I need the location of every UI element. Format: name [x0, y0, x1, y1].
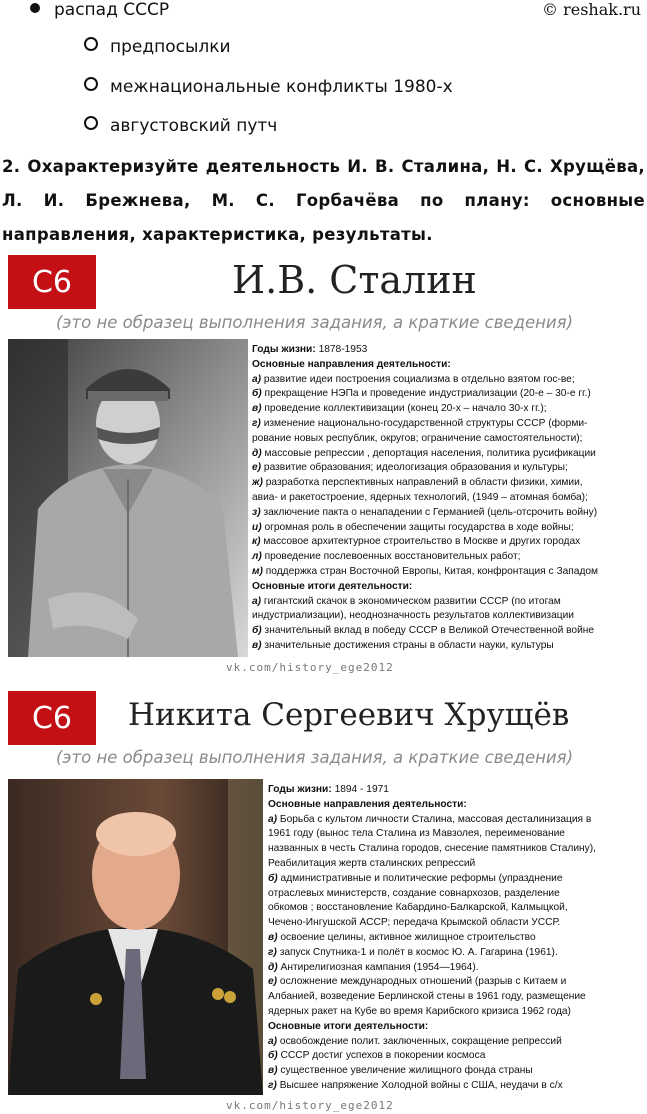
bullet-circle-icon [84, 77, 98, 91]
item-marker: г) [268, 1079, 277, 1091]
info-line [268, 946, 644, 961]
years-label: Годы жизни: [252, 344, 316, 355]
bullet-main [30, 0, 169, 20]
item-text: гигантский скачок в экономическом развитии СССР (по итогам [263, 595, 561, 607]
info-line [268, 961, 644, 976]
item-marker: е) [268, 976, 278, 988]
info-line [268, 1005, 644, 1020]
bullet-circle-icon [84, 116, 98, 130]
item-marker: а) [252, 595, 262, 607]
info-line [268, 827, 644, 842]
years-row [252, 343, 644, 358]
item-text: 1961 году (вынос тела Сталина из Мавзолея, переименование [268, 828, 565, 840]
sub-bullet-text: межнациональные конфликты 1980-х [110, 77, 453, 97]
info-line [268, 887, 644, 902]
stalin-title: И.В. Сталин [232, 258, 477, 302]
info-line [268, 842, 644, 857]
info-line [252, 387, 644, 402]
info-line [268, 916, 644, 931]
item-marker: в) [252, 403, 262, 415]
item-text: огромная роль в обеспечении защиты государства в ходе войны; [264, 521, 574, 533]
info-line [252, 402, 644, 417]
results-title: Основные итоги деятельности: [268, 1020, 429, 1032]
item-text: обкомов ; восстановление Кабардино-Балкарской, Калмыцкой, [268, 902, 568, 914]
info-line [252, 461, 644, 476]
info-line [252, 491, 644, 506]
item-text: Борьба с культом личности Сталина, массовая десталинизация в [279, 813, 592, 825]
khrushchev-info [268, 783, 644, 1094]
item-marker: а) [252, 373, 262, 385]
info-line [252, 521, 644, 536]
results-list [252, 595, 644, 654]
years-label: Годы жизни: [268, 784, 332, 795]
item-text: развитие образования; идеологизация образования и культуры; [263, 462, 568, 474]
results-list [268, 1035, 644, 1094]
sub-bullet-text: предпосылки [110, 37, 231, 57]
sub-bullet-text: августовский путч [110, 116, 278, 136]
item-text: Албанией, возведение Берлинской стены в 1961 году, размещение [268, 991, 586, 1003]
directions-title: Основные направления деятельности: [252, 358, 451, 370]
info-line [252, 565, 644, 580]
sub-bullet [84, 37, 231, 57]
item-marker: в) [268, 1065, 278, 1077]
item-marker: б) [252, 625, 262, 637]
info-line [268, 931, 644, 946]
item-text: существенное увеличение жилищного фонда страны [280, 1065, 533, 1077]
info-line [252, 432, 644, 447]
stalin-portrait-icon [8, 339, 248, 657]
info-line [268, 1079, 644, 1094]
results-title: Основные итоги деятельности: [252, 580, 413, 592]
item-text: значительный вклад в победу СССР в Великой Отечественной войне [264, 625, 595, 637]
disclaimer-note: (это не образец выполнения задания, а краткие сведения) [56, 313, 574, 332]
item-text: проведение коллективизации (конец 20-х – начало 30-х гг.); [264, 403, 547, 415]
item-marker: в) [268, 931, 278, 943]
info-line [252, 476, 644, 491]
directions-list [268, 813, 644, 1020]
item-marker: б) [268, 872, 278, 884]
info-line [252, 447, 644, 462]
item-marker: б) [252, 388, 262, 400]
info-line [268, 857, 644, 872]
item-text: ядерных ракет на Кубе во время Карибского кризиса 1962 года) [268, 1005, 571, 1017]
years-value: 1894 - 1971 [334, 784, 389, 795]
item-text: Антирелигиозная кампания (1954—1964). [280, 961, 479, 973]
info-line [268, 1064, 644, 1079]
info-line [268, 901, 644, 916]
item-marker: ж) [252, 477, 263, 489]
khrushchev-title: Никита Сергеевич Хрущёв [128, 697, 570, 733]
info-line [268, 813, 644, 828]
c6-badge: С6 [8, 255, 96, 309]
directions-title: Основные направления деятельности: [268, 798, 467, 810]
info-line [252, 550, 644, 565]
info-line [268, 1035, 644, 1050]
item-text: развитие идеи построения социализма в отдельно взятом гос-ве; [263, 373, 575, 385]
item-text: авиа- и ракетостроение, ядерных технологий, (1949 – атомная бомба); [252, 491, 588, 503]
item-marker: к) [252, 536, 261, 548]
item-marker: л) [252, 551, 262, 563]
source-link: vk.com/history_ege2012 [226, 661, 394, 674]
item-marker: г) [268, 946, 277, 958]
item-text: значительные достижения страны в области науки, культуры [264, 639, 554, 651]
info-line [252, 609, 644, 624]
info-line [252, 535, 644, 550]
watermark: © reshak.ru [542, 0, 641, 19]
item-text: Высшее напряжение Холодной войны с США, неудачи в с/х [279, 1079, 563, 1091]
info-line [252, 506, 644, 521]
item-text: индустриализации), неоднозначность результатов коллективизации [252, 610, 574, 622]
item-marker: а) [268, 813, 278, 825]
khrushchev-portrait-icon [8, 779, 263, 1095]
item-text: изменение национально-государственной структуры СССР (форми- [263, 417, 588, 429]
item-text: запуск Спутника-1 и полёт в космос Ю. А. Гагарина (1961). [279, 946, 558, 958]
sub-bullet [84, 116, 277, 136]
item-marker: г) [252, 417, 261, 429]
item-marker: а) [268, 1035, 278, 1047]
years-value: 1878-1953 [318, 344, 368, 355]
item-text: СССР достиг успехов в покорении космоса [280, 1050, 486, 1062]
disclaimer-note: (это не образец выполнения задания, а краткие сведения) [56, 748, 574, 767]
item-marker: з) [252, 506, 261, 518]
source-link: vk.com/history_ege2012 [226, 1099, 394, 1112]
item-text: административные и политические реформы (упразднение [280, 872, 563, 884]
item-text: Реабилитация жертв сталинских репрессий [268, 857, 476, 869]
bullet-dot-icon [30, 3, 40, 13]
item-text: Чечено-Ингушской АССР; передача Крымской области УССР. [268, 917, 561, 929]
item-text: осложнение международных отношений (разрыв с Китаем и [279, 976, 567, 988]
item-text: рование новых республик, округов; ограничение самостоятельности); [252, 432, 583, 444]
stalin-photo [8, 339, 248, 657]
item-text: названных в честь Сталина городов, снесение памятников Сталину), [268, 843, 596, 855]
item-text: освобождение полит. заключенных, сокращение репрессий [279, 1035, 562, 1047]
item-text: массовое архитектурное строительство в Москве и других городах [263, 536, 581, 548]
item-marker: б) [268, 1050, 278, 1062]
item-text: освоение целины, активное жилищное строительство [280, 931, 536, 943]
bullet-circle-icon [84, 37, 98, 51]
item-text: разработка перспективных направлений в области физики, химии, [265, 477, 583, 489]
khrushchev-photo [8, 779, 263, 1095]
item-text: прекращение НЭПа и проведение индустриализации (20-е – 30-е гг.) [264, 388, 591, 400]
info-line [252, 373, 644, 388]
bullet-main-text: распад СССР [54, 0, 170, 20]
info-line [268, 990, 644, 1005]
info-line [268, 872, 644, 887]
item-marker: д) [252, 447, 262, 459]
item-text: заключение пакта о ненападении с Германией (цель-отсрочить войну) [263, 506, 598, 518]
item-marker: д) [268, 961, 278, 973]
item-text: массовые репрессии , депортация населения, политика русификации [264, 447, 596, 459]
item-marker: е) [252, 462, 262, 474]
directions-list [252, 373, 644, 580]
item-marker: в) [252, 639, 262, 651]
info-line [252, 417, 644, 432]
c6-badge: С6 [8, 691, 96, 745]
years-row [268, 783, 644, 798]
info-line [252, 639, 644, 654]
item-text: поддержка стран Восточной Европы, Китая, конфронтация с Западом [265, 565, 599, 577]
question-text: 2. Охарактеризуйте деятельность И. В. Сталина, Н. С. Хрущёва, Л. И. Брежнева, М. С. Горбачёва по плану: основные направления, характеристика, результаты. [2, 157, 645, 244]
item-marker: и) [252, 521, 262, 533]
item-text: проведение послевоенных восстановительных работ; [264, 551, 521, 563]
item-text: отраслевых министерств, создание совнархозов, разделение [268, 887, 560, 899]
info-line [252, 624, 644, 639]
stalin-info [252, 343, 644, 654]
sub-bullet [84, 77, 453, 97]
info-line [268, 1049, 644, 1064]
item-marker: м) [252, 565, 263, 577]
info-line [252, 595, 644, 610]
info-line [268, 975, 644, 990]
